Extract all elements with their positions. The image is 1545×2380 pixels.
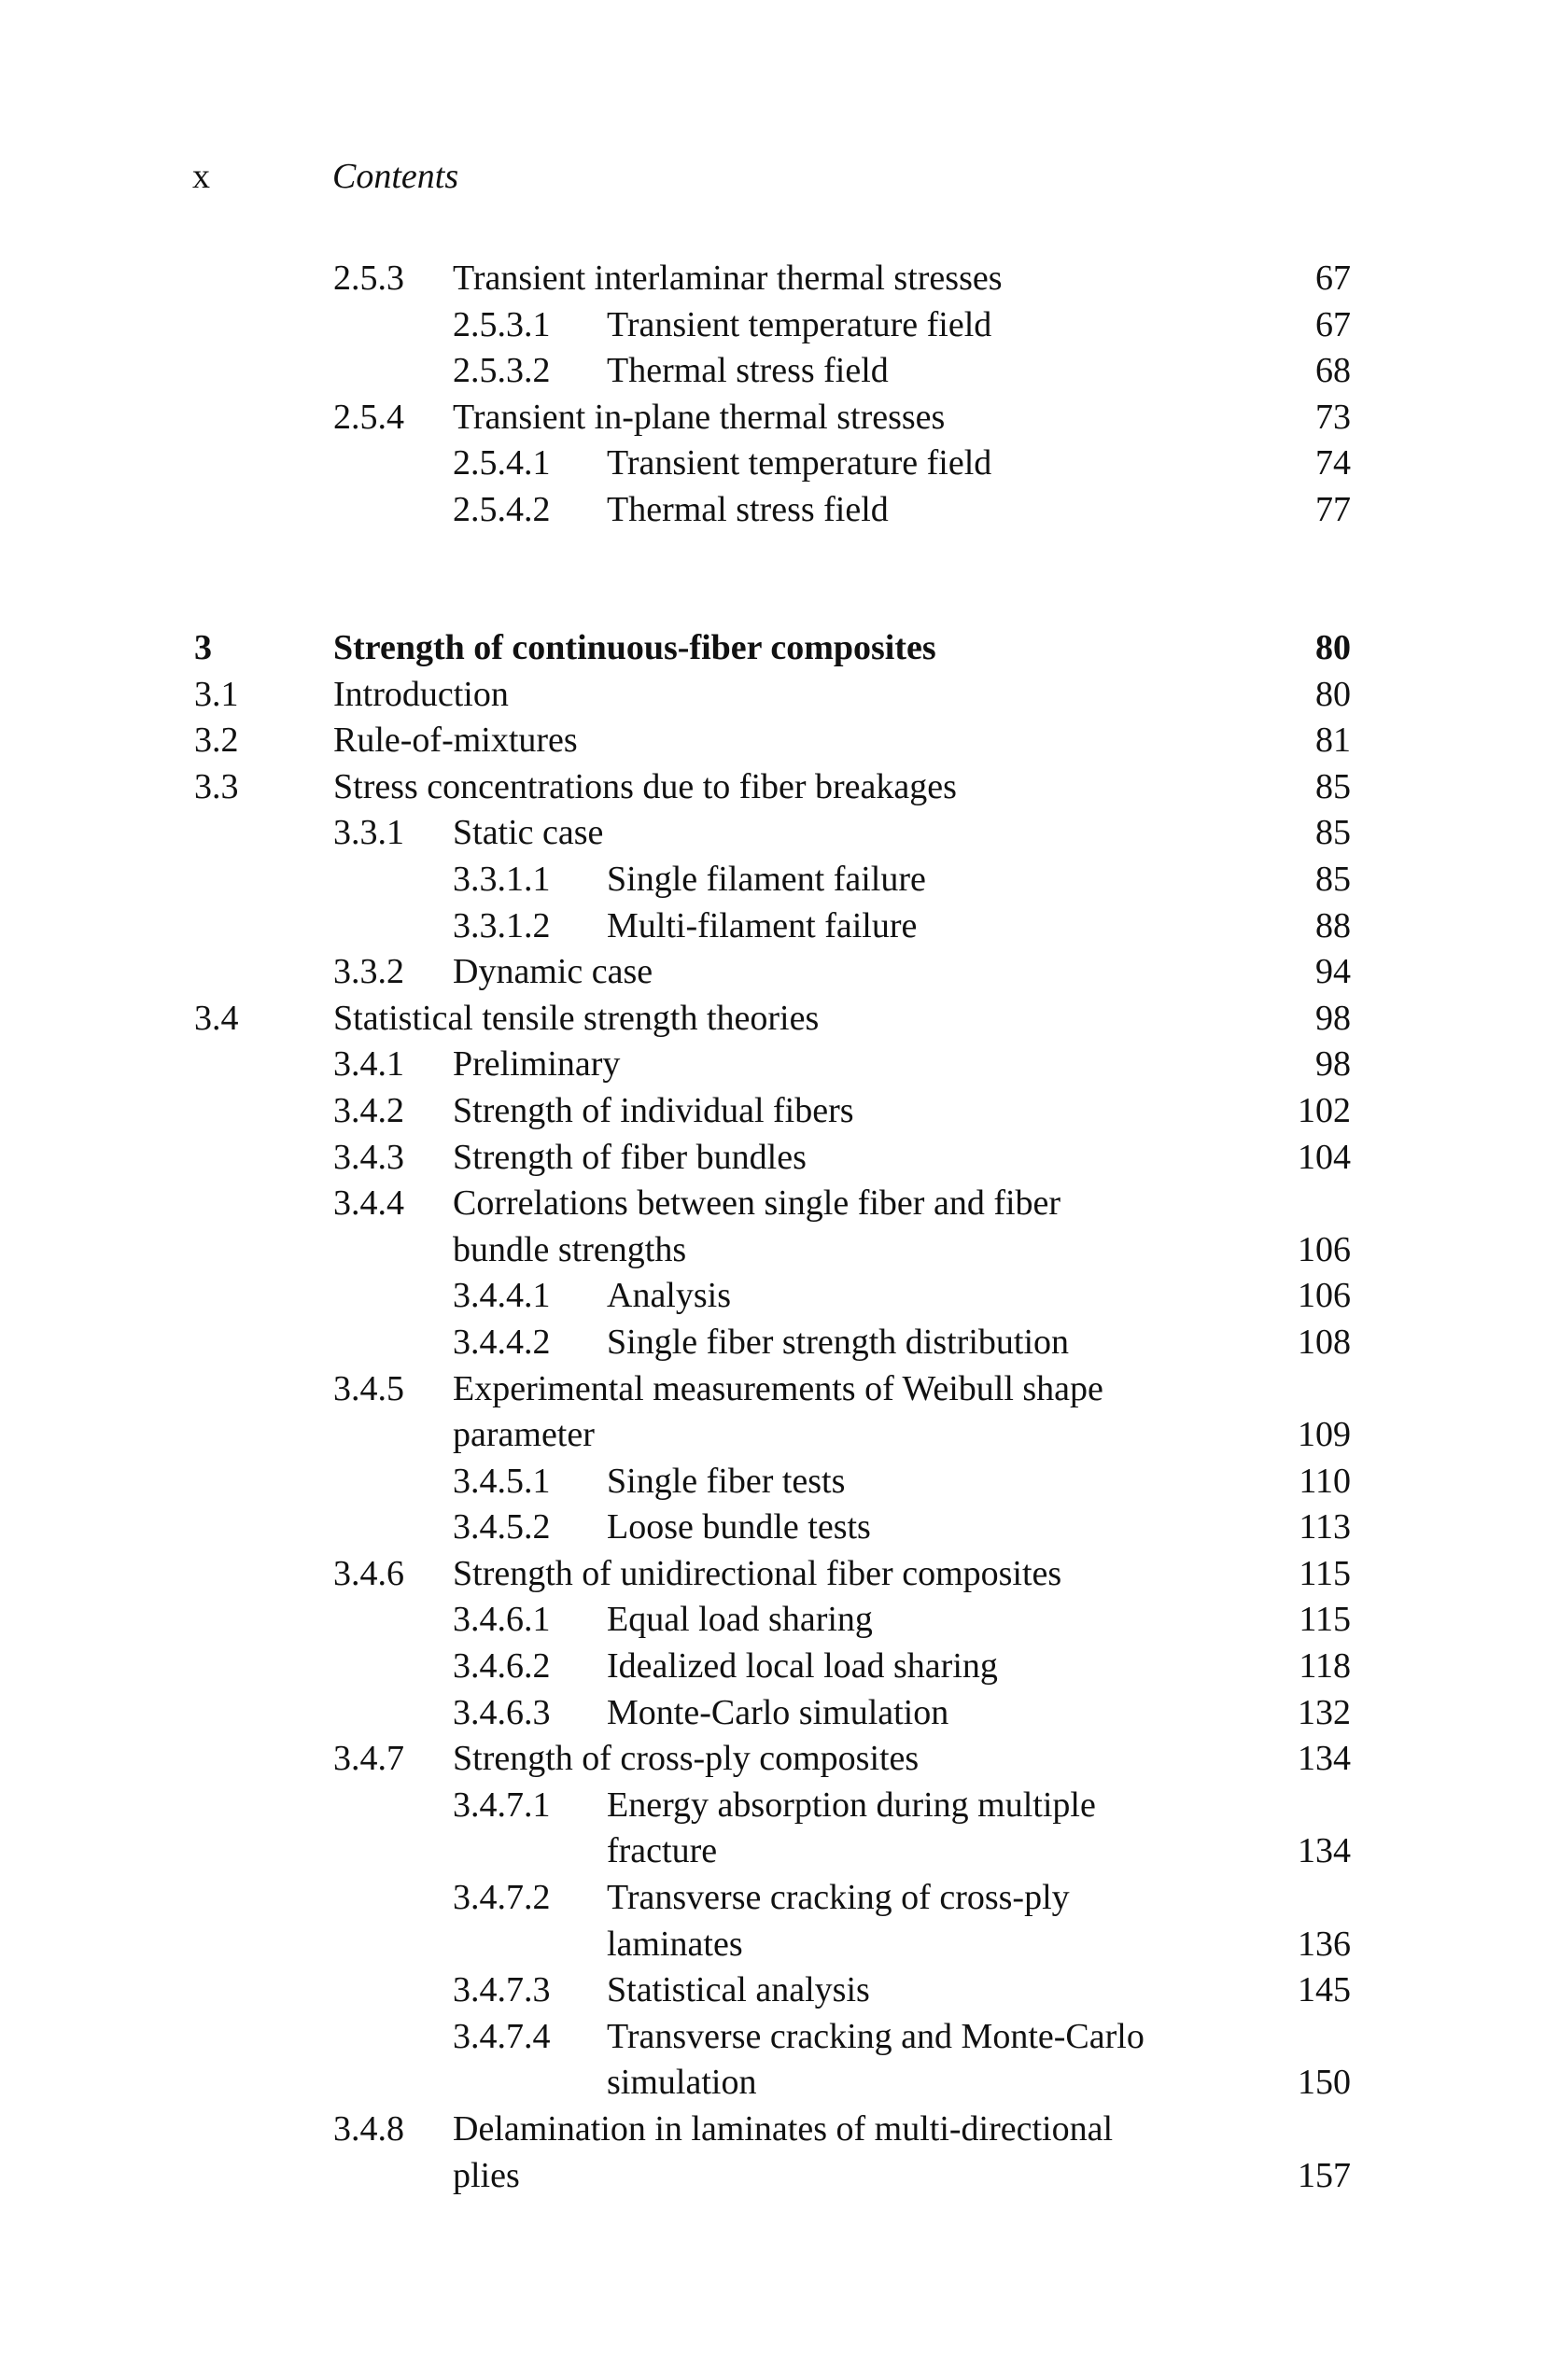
- toc-entry: [0, 1597, 1545, 1644]
- entry-title: [607, 1690, 1545, 1737]
- toc-entry: [0, 1551, 1545, 1598]
- entry-title-line: Stress concentrations due to fiber breakages: [333, 766, 957, 806]
- entry-title: [453, 256, 1545, 302]
- toc-entry: [0, 348, 1545, 395]
- toc-entry: [0, 996, 1545, 1043]
- toc-entry: [0, 487, 1545, 534]
- running-title: Contents: [332, 157, 459, 196]
- entry-page-number: 73: [1315, 397, 1351, 437]
- entry-title: [607, 1967, 1545, 2014]
- toc-entry: [0, 718, 1545, 764]
- entry-number: 2.5.3.2: [453, 351, 551, 391]
- toc-entry: [0, 2107, 1545, 2199]
- toc-entry: [0, 1366, 1545, 1459]
- entry-page-number: 77: [1315, 489, 1351, 529]
- entry-number: 3.4.6: [333, 1553, 404, 1593]
- entry-number: 3.4.8: [333, 2109, 404, 2149]
- entry-title: [453, 395, 1545, 441]
- entry-number: 2.5.3.1: [453, 304, 551, 344]
- entry-number: 3.3.1.2: [453, 905, 551, 945]
- toc-entry: [0, 1690, 1545, 1737]
- entry-number: 3.4.6.3: [453, 1692, 551, 1732]
- entry-title-line: Analysis: [607, 1276, 731, 1316]
- entry-title-line: Preliminary: [453, 1044, 621, 1085]
- entry-title-line: Strength of fiber bundles: [453, 1137, 807, 1177]
- entry-number: 3.4.4.1: [453, 1276, 551, 1316]
- entry-title-line: Equal load sharing: [607, 1600, 873, 1640]
- entry-title-line: Strength of unidirectional fiber composites: [453, 1553, 1062, 1593]
- toc-entry: [0, 256, 1545, 302]
- entry-page-number: 88: [1315, 905, 1351, 945]
- entry-title: [333, 625, 1545, 672]
- entry-page-number: 80: [1315, 674, 1351, 714]
- entry-title: [453, 1551, 1545, 1598]
- entry-page-number: 145: [1298, 1970, 1351, 2010]
- entry-title: [607, 1459, 1545, 1505]
- entry-number: 3.4.5: [333, 1368, 404, 1408]
- entry-title-line: Strength of cross-ply composites: [453, 1739, 920, 1779]
- entry-number: 3.4.7.1: [453, 1785, 551, 1825]
- toc-block-section-2-5: [0, 256, 1545, 534]
- entry-title: [453, 949, 1545, 996]
- entry-title: [453, 2107, 1545, 2199]
- entry-number: 3.4.5.1: [453, 1461, 551, 1501]
- toc-chapter-entry: [0, 625, 1545, 672]
- entry-title-line: Strength of continuous-fiber composites: [333, 628, 936, 667]
- entry-page-number: 102: [1298, 1090, 1351, 1130]
- entry-page-number: 85: [1315, 766, 1351, 806]
- toc-entry: [0, 1273, 1545, 1320]
- entry-title: [607, 348, 1545, 395]
- entry-title-line: Idealized local load sharing: [607, 1646, 998, 1687]
- entry-number: 3.3.1: [333, 813, 404, 853]
- entry-number: 3: [194, 628, 212, 667]
- entry-title-continuation: parameter: [453, 1415, 595, 1455]
- entry-number: 3.4.7.3: [453, 1970, 551, 2010]
- entry-title: [453, 1135, 1545, 1182]
- entry-number: 3.4.5.2: [453, 1507, 551, 1547]
- entry-page-number: 85: [1315, 813, 1351, 853]
- entry-title: [607, 1273, 1545, 1320]
- toc-entry: [0, 857, 1545, 903]
- toc-entry: [0, 810, 1545, 857]
- entry-page-number: 134: [1298, 1831, 1351, 1871]
- entry-title: [607, 1597, 1545, 1644]
- entry-number: 3.4.4.2: [453, 1322, 551, 1362]
- entry-number: 3.1: [194, 674, 239, 714]
- entry-title-continuation: laminates: [607, 1924, 743, 1964]
- entry-title-line: Transient temperature field: [607, 304, 992, 344]
- entry-page-number: 85: [1315, 859, 1351, 899]
- entry-title: [607, 2014, 1545, 2107]
- entry-title: [333, 672, 1545, 719]
- entry-page-number: 134: [1298, 1739, 1351, 1779]
- entry-title: [333, 764, 1545, 811]
- entry-page-number: 157: [1298, 2155, 1351, 2195]
- toc-entry: [0, 1181, 1545, 1273]
- toc-entry: [0, 1644, 1545, 1690]
- entry-title-line: Transverse cracking of cross-ply: [607, 1878, 1070, 1918]
- toc-entry: [0, 1505, 1545, 1551]
- entry-page-number: 109: [1298, 1415, 1351, 1455]
- entry-title: [607, 857, 1545, 903]
- entry-number: 3.4.6.1: [453, 1600, 551, 1640]
- entry-number: 3.4.7: [333, 1739, 404, 1779]
- entry-title-line: Monte-Carlo simulation: [607, 1692, 949, 1732]
- entry-title-line: Thermal stress field: [607, 351, 889, 391]
- entry-title-line: Delamination in laminates of multi-directional: [453, 2109, 1114, 2149]
- entry-title-line: Introduction: [333, 674, 509, 714]
- entry-page-number: 106: [1298, 1276, 1351, 1316]
- entry-number: 2.5.4.1: [453, 443, 551, 483]
- toc-entry: [0, 1459, 1545, 1505]
- toc-entry: [0, 1783, 1545, 1875]
- toc-entry: [0, 2014, 1545, 2107]
- entry-title: [453, 1042, 1545, 1088]
- entry-title-line: Strength of individual fibers: [453, 1090, 854, 1130]
- entry-page-number: 67: [1315, 304, 1351, 344]
- entry-title-line: Transverse cracking and Monte-Carlo: [607, 2016, 1145, 2056]
- entry-title: [333, 718, 1545, 764]
- entry-number: 2.5.4: [333, 397, 404, 437]
- entry-title-line: Statistical analysis: [607, 1970, 870, 2010]
- entry-title-line: Correlations between single fiber and fiber: [453, 1183, 1061, 1224]
- entry-page-number: 132: [1298, 1692, 1351, 1732]
- entry-title: [607, 1505, 1545, 1551]
- entry-page-number: 113: [1299, 1507, 1351, 1547]
- toc-entry: [0, 1135, 1545, 1182]
- entry-title-continuation: bundle strengths: [453, 1229, 687, 1269]
- toc-entry: [0, 395, 1545, 441]
- entry-page-number: 150: [1298, 2063, 1351, 2103]
- entry-page-number: 98: [1315, 998, 1351, 1038]
- entry-number: 3.4.1: [333, 1044, 404, 1085]
- entry-number: 3.3.1.1: [453, 859, 551, 899]
- entry-title: [453, 1181, 1545, 1273]
- entry-title-line: Single fiber strength distribution: [607, 1322, 1070, 1362]
- entry-number: 3.4.2: [333, 1090, 404, 1130]
- entry-number: 3.3: [194, 766, 239, 806]
- entry-title: [607, 1875, 1545, 1967]
- toc-entry: [0, 903, 1545, 950]
- entry-page-number: 94: [1315, 952, 1351, 992]
- entry-title-line: Multi-filament failure: [607, 905, 918, 945]
- entry-title-continuation: simulation: [607, 2063, 757, 2103]
- toc-entry: [0, 1088, 1545, 1135]
- entry-title: [333, 996, 1545, 1043]
- entry-page-number: 136: [1298, 1924, 1351, 1964]
- entry-title-line: Transient in-plane thermal stresses: [453, 397, 946, 437]
- entry-title: [453, 1736, 1545, 1783]
- toc-entry: [0, 1875, 1545, 1967]
- entry-page-number: 110: [1299, 1461, 1351, 1501]
- entry-title-line: Energy absorption during multiple: [607, 1785, 1096, 1825]
- entry-page-number: 80: [1315, 628, 1351, 667]
- toc-entry: [0, 672, 1545, 719]
- toc-entry: [0, 949, 1545, 996]
- entry-page-number: 81: [1315, 721, 1351, 761]
- entry-page-number: 74: [1315, 443, 1351, 483]
- entry-page-number: 67: [1315, 259, 1351, 298]
- entry-title: [453, 1366, 1545, 1459]
- entry-title: [607, 1644, 1545, 1690]
- entry-number: 3.2: [194, 721, 239, 761]
- toc-entry: [0, 1736, 1545, 1783]
- toc-entry: [0, 441, 1545, 487]
- entry-page-number: 108: [1298, 1322, 1351, 1362]
- toc-entry: [0, 1042, 1545, 1088]
- toc-entry: [0, 302, 1545, 349]
- entry-page-number: 115: [1299, 1553, 1351, 1593]
- entry-number: 2.5.4.2: [453, 489, 551, 529]
- entry-page-number: 115: [1299, 1600, 1351, 1640]
- entry-page-number: 106: [1298, 1229, 1351, 1269]
- entry-title-line: Experimental measurements of Weibull shape: [453, 1368, 1103, 1408]
- entry-title-continuation: plies: [453, 2155, 520, 2195]
- entry-title-continuation: fracture: [607, 1831, 718, 1871]
- entry-title: [607, 302, 1545, 349]
- entry-title-line: Static case: [453, 813, 604, 853]
- entry-title: [607, 441, 1545, 487]
- entry-title-line: Statistical tensile strength theories: [333, 998, 820, 1038]
- entry-title: [453, 1088, 1545, 1135]
- entry-page-number: 118: [1299, 1646, 1351, 1687]
- toc-entry: [0, 1320, 1545, 1366]
- entry-number: 3.4.6.2: [453, 1646, 551, 1687]
- entry-title-line: Transient temperature field: [607, 443, 992, 483]
- entry-title-line: Single fiber tests: [607, 1461, 846, 1501]
- entry-title-line: Dynamic case: [453, 952, 653, 992]
- entry-page-number: 98: [1315, 1044, 1351, 1085]
- entry-title-line: Thermal stress field: [607, 489, 889, 529]
- entry-page-number: 68: [1315, 351, 1351, 391]
- entry-number: 3.4.7.4: [453, 2016, 551, 2056]
- entry-title-line: Single filament failure: [607, 859, 926, 899]
- entry-number: 3.4.7.2: [453, 1878, 551, 1918]
- toc-block-chapter-3: [0, 625, 1545, 2199]
- entry-title: [607, 1320, 1545, 1366]
- entry-title-line: Transient interlaminar thermal stresses: [453, 259, 1003, 298]
- entry-title: [607, 903, 1545, 950]
- toc-entry: [0, 1967, 1545, 2014]
- entry-number: 3.4.4: [333, 1183, 404, 1224]
- toc-entry: [0, 764, 1545, 811]
- entry-number: 3.3.2: [333, 952, 404, 992]
- entry-title-line: Rule-of-mixtures: [333, 721, 578, 761]
- entry-title: [453, 810, 1545, 857]
- page-number: x: [192, 157, 210, 196]
- entry-number: 3.4: [194, 998, 239, 1038]
- entry-title: [607, 487, 1545, 534]
- entry-number: 3.4.3: [333, 1137, 404, 1177]
- entry-title: [607, 1783, 1545, 1875]
- entry-number: 2.5.3: [333, 259, 404, 298]
- entry-page-number: 104: [1298, 1137, 1351, 1177]
- entry-title-line: Loose bundle tests: [607, 1507, 871, 1547]
